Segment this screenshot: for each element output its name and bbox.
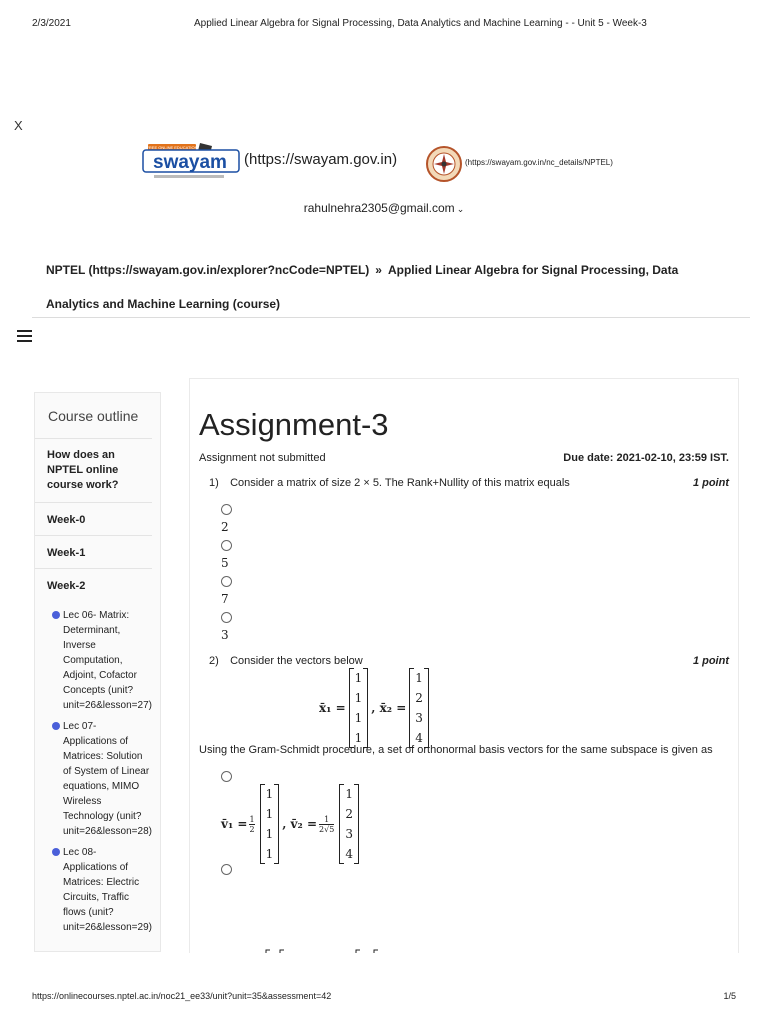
sidebar-week-2[interactable]: Week-2	[47, 580, 86, 592]
lesson-status-dot-icon	[52, 848, 60, 856]
chevron-down-icon[interactable]: ⌄	[456, 204, 465, 214]
lesson-link-08[interactable]	[35, 845, 160, 935]
how-course-works-link[interactable]: How does an NPTEL online course work?	[35, 439, 152, 503]
sidebar-week-1[interactable]: Week-1	[35, 536, 152, 569]
question-1-points: 1 point	[692, 477, 729, 489]
q2-option-1-label[interactable]	[221, 784, 362, 864]
lesson-status-dot-icon	[52, 722, 60, 730]
nptel-logo[interactable]	[425, 145, 463, 183]
q1-option-2-label[interactable]: 5	[221, 556, 229, 570]
user-email[interactable]: rahulnehra2305@gmail.com	[303, 201, 455, 215]
breadcrumb	[46, 253, 716, 321]
question-text: Consider the vectors below	[230, 655, 363, 667]
nptel-link[interactable]: (https://swayam.gov.in/nc_details/NPTEL)	[465, 158, 613, 167]
swayam-logo[interactable]	[140, 141, 241, 183]
print-page-number: 1/5	[723, 991, 736, 1001]
breadcrumb-course[interactable]: Applied Linear Algebra for Signal Processing, Data Analytics and Machine Learning (course)	[46, 263, 679, 311]
x1-label: x̄₁ =	[319, 701, 346, 715]
due-date: Due date: 2021-02-10, 23:59 IST.	[563, 452, 729, 464]
q1-option-1-radio[interactable]	[221, 504, 232, 515]
lesson-label[interactable]: Lec 06- Matrix: Determinant, Inverse Computation, Adjoint, Cofactor Concepts (unit?unit=26&lesson=27)	[63, 610, 152, 711]
close-button[interactable]: X	[14, 118, 23, 133]
header-divider	[32, 317, 750, 318]
question-text: Consider a matrix of size 2 × 5. The Rank+Nullity of this matrix equals	[230, 477, 570, 489]
x1-vector: 1 1 1 1	[349, 668, 369, 748]
lesson-status-dot-icon	[52, 611, 60, 619]
q2-option-2-radio[interactable]	[221, 864, 232, 875]
lesson-label[interactable]: Lec 07- Applications of Matrices: Solution of System of Linear equations, MIMO Wireless Technology (unit?unit=26&lesson=28)	[63, 721, 152, 837]
question-number: 2)	[209, 655, 219, 667]
question-number: 1)	[209, 477, 219, 489]
assignment-panel	[189, 378, 739, 953]
q1-option-4-radio[interactable]	[221, 612, 232, 623]
breadcrumb-root-link[interactable]: NPTEL (https://swayam.gov.in/explorer?ncCode=NPTEL)	[46, 263, 370, 277]
v1-vector: 1 1 1 1	[260, 784, 280, 864]
q1-option-3-label[interactable]: 7	[221, 592, 229, 606]
swayam-link[interactable]: (https://swayam.gov.in)	[244, 151, 398, 168]
assignment-title: Assignment-3	[199, 407, 389, 442]
course-outline-title: Course outline	[35, 393, 152, 439]
v2-vector: 1 2 3 4	[339, 784, 359, 864]
course-outline-sidebar	[34, 392, 161, 952]
print-url: https://onlinecourses.nptel.ac.in/noc21_ee33/unit?unit=35&assessment=42	[32, 991, 332, 1001]
print-date: 2/3/2021	[32, 18, 71, 29]
gram-schmidt-prompt: Using the Gram-Schmidt procedure, a set of orthonormal basis vectors for the same subspace is given as	[199, 744, 713, 756]
sidebar-week-0[interactable]: Week-0	[35, 503, 152, 536]
lesson-link-06[interactable]	[35, 608, 160, 713]
hamburger-menu-icon[interactable]	[17, 330, 32, 342]
submission-status: Assignment not submitted	[199, 452, 326, 464]
q1-option-4-label[interactable]: 3	[221, 628, 229, 642]
question-1	[209, 477, 570, 489]
breadcrumb-separator: »	[375, 263, 382, 277]
q2-option-1-radio[interactable]	[221, 771, 232, 782]
print-title: Applied Linear Algebra for Signal Processing, Data Analytics and Machine Learning - - Unit 5 - Week-3	[194, 18, 647, 29]
lesson-link-07[interactable]	[35, 719, 160, 839]
lesson-label[interactable]: Lec 08- Applications of Matrices: Electric Circuits, Traffic flows (unit?unit=26&lesson=29)	[63, 847, 152, 933]
x2-label: , x̄₂ =	[371, 701, 407, 715]
swayam-logo-text: swayam	[153, 152, 227, 173]
user-menu[interactable]	[0, 201, 768, 215]
q1-option-2-radio[interactable]	[221, 540, 232, 551]
v2-coefficient: $\frac{1}{2√5}$	[319, 814, 335, 834]
print-header	[32, 18, 736, 32]
question-2-points: 1 point	[692, 655, 729, 667]
q1-option-1-label[interactable]: 2	[221, 520, 229, 534]
q1-option-3-radio[interactable]	[221, 576, 232, 587]
v1-coefficient: $\frac{1}{2}$	[249, 814, 255, 834]
cut-off-matrix-fragment	[264, 949, 384, 953]
question-2	[209, 655, 363, 667]
q2-vectors-equation	[319, 668, 432, 748]
x2-vector: 1 2 3 4	[409, 668, 429, 748]
v2-label: , v̄₂ =	[282, 817, 318, 831]
swayam-tagline: FREE ONLINE EDUCATION	[146, 145, 198, 150]
v1-label: v̄₁ =	[221, 817, 248, 831]
